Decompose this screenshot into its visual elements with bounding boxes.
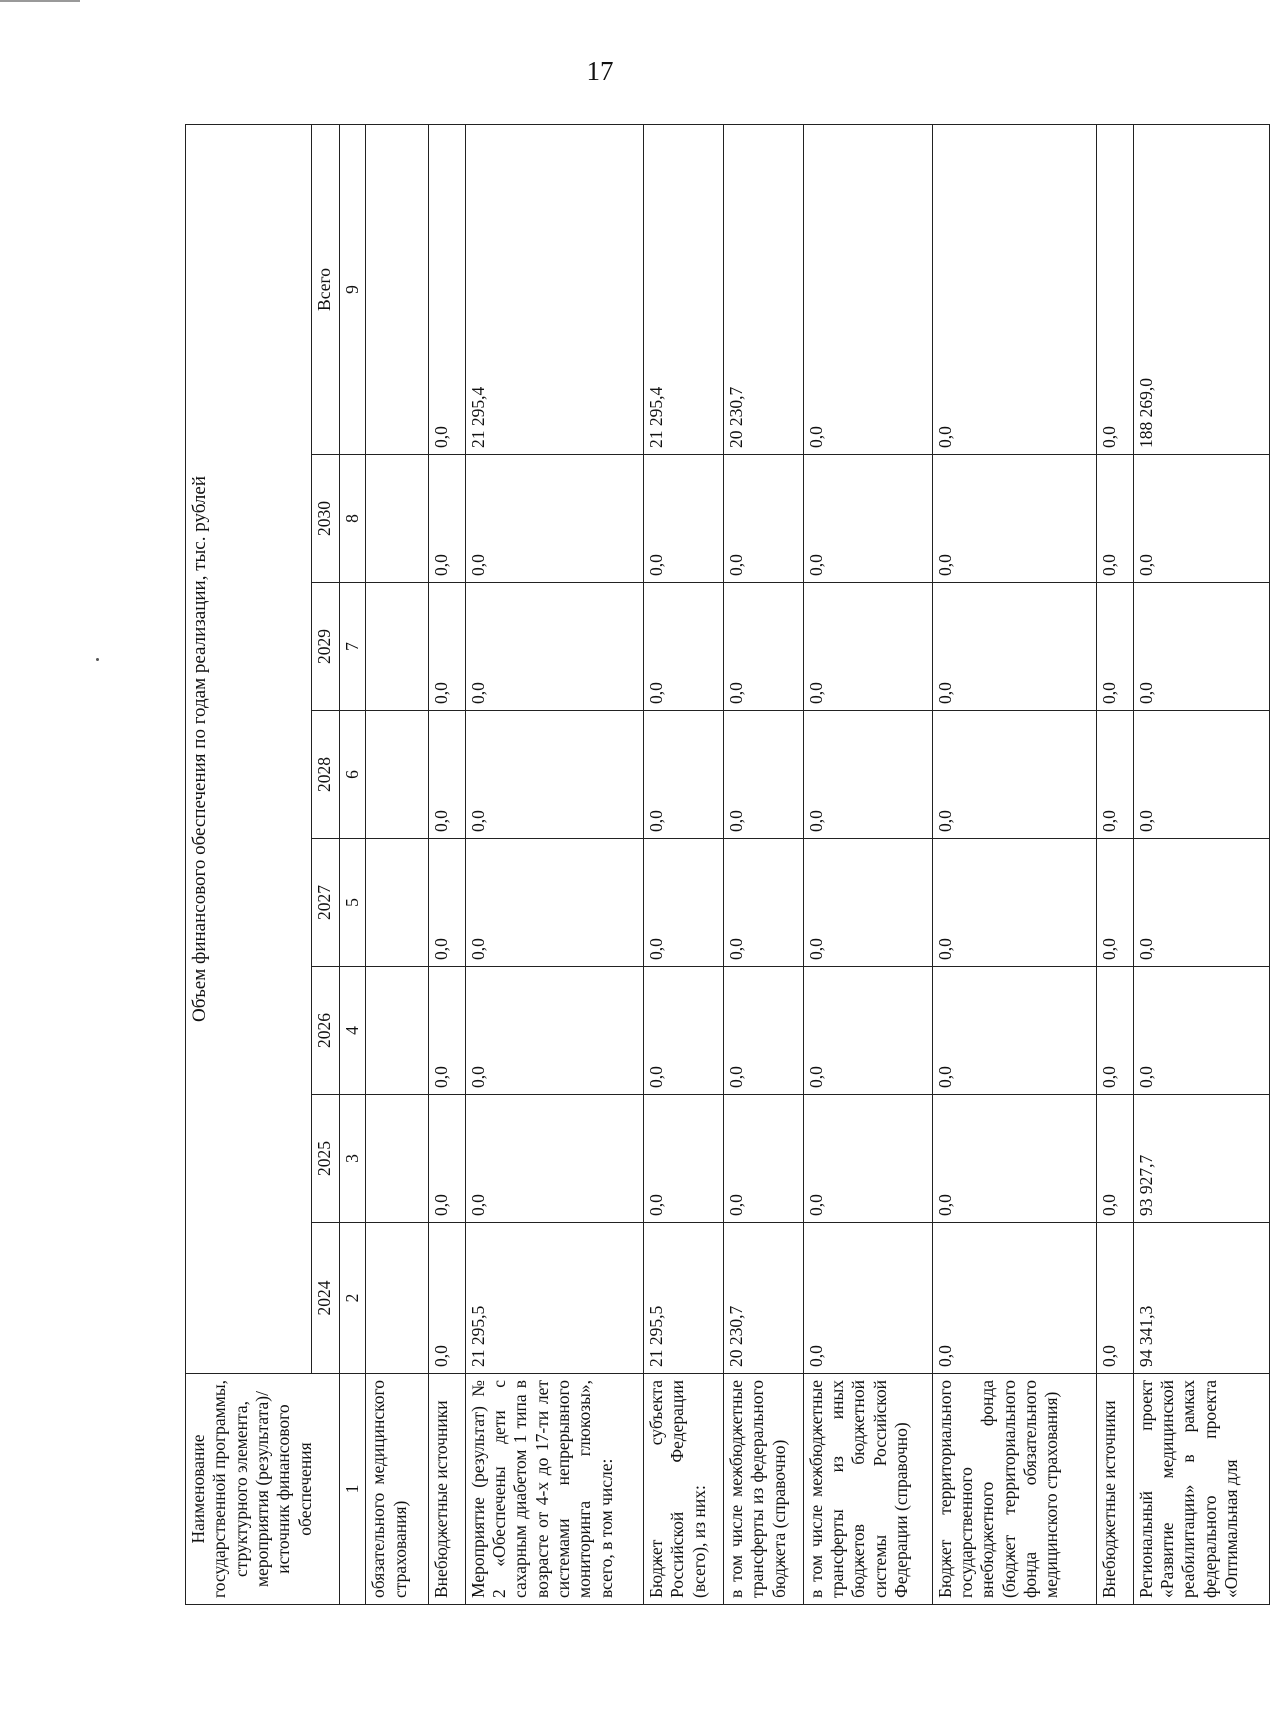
row-value-cell: 0,0 — [1096, 839, 1133, 967]
table-row — [1133, 124, 1269, 1604]
row-value-cell: 0,0 — [644, 455, 724, 583]
row-value-cell: 0,0 — [428, 583, 465, 711]
row-value-cell: 0,0 — [723, 711, 803, 839]
row-value-cell: 0,0 — [803, 839, 932, 967]
row-value-cell: 0,0 — [803, 1223, 932, 1374]
table-row — [803, 124, 932, 1604]
row-value-cell: 0,0 — [1133, 967, 1269, 1095]
year-cell: 2025 — [312, 1095, 340, 1223]
page-number: 17 — [586, 56, 614, 86]
column-numbers-row — [340, 124, 366, 1604]
row-name-cell: Региональный проект «Развитие медицинской реабилитации» в рамках федерального проекта «Оптимальная для — [1133, 1374, 1269, 1605]
row-value-cell: 0,0 — [465, 967, 643, 1095]
table-row — [723, 124, 803, 1604]
row-total-cell: 0,0 — [803, 124, 932, 454]
row-value-cell — [366, 1095, 428, 1223]
row-name-cell: Внебюджетные источники — [428, 1374, 465, 1605]
scan-speck — [96, 658, 99, 661]
row-value-cell: 0,0 — [644, 711, 724, 839]
rotated-table-wrapper — [185, 125, 1270, 1605]
row-value-cell: 21 295,5 — [644, 1223, 724, 1374]
row-value-cell: 0,0 — [723, 967, 803, 1095]
row-value-cell: 0,0 — [428, 455, 465, 583]
row-value-cell: 0,0 — [1133, 455, 1269, 583]
row-value-cell: 93 927,7 — [1133, 1095, 1269, 1223]
row-total-cell: 0,0 — [1096, 124, 1133, 454]
row-value-cell: 0,0 — [723, 839, 803, 967]
row-value-cell: 0,0 — [1096, 1223, 1133, 1374]
column-number-cell: 3 — [340, 1095, 366, 1223]
row-value-cell: 0,0 — [428, 1095, 465, 1223]
row-value-cell: 20 230,7 — [723, 1223, 803, 1374]
row-name-cell: Мероприятие (результат) № 2 «Обеспечены дети с сахарным диабетом 1 типа в возрасте от 4-х до 17-ти лет системами непрерывного мониторинга глюкозы», всего, в том числе: — [465, 1374, 643, 1605]
year-cell: 2029 — [312, 583, 340, 711]
row-name-cell: Бюджет территориального государственного внебюджетного фонда (бюджет территориального фонда обязательного медицинского страхования) — [932, 1374, 1096, 1605]
row-value-cell — [366, 583, 428, 711]
row-value-cell: 0,0 — [932, 711, 1096, 839]
row-value-cell: 0,0 — [932, 1095, 1096, 1223]
row-value-cell: 0,0 — [803, 711, 932, 839]
row-value-cell: 0,0 — [644, 839, 724, 967]
row-value-cell: 0,0 — [1133, 711, 1269, 839]
year-cell: 2028 — [312, 711, 340, 839]
row-value-cell: 0,0 — [1096, 711, 1133, 839]
column-number-cell: 9 — [340, 124, 366, 454]
row-value-cell: 0,0 — [644, 1095, 724, 1223]
row-value-cell: 0,0 — [428, 967, 465, 1095]
row-total-cell: 0,0 — [932, 124, 1096, 454]
row-value-cell: 0,0 — [1096, 583, 1133, 711]
row-value-cell: 0,0 — [723, 583, 803, 711]
row-total-cell: 0,0 — [428, 124, 465, 454]
row-value-cell: 0,0 — [932, 1223, 1096, 1374]
row-value-cell: 0,0 — [932, 839, 1096, 967]
column-number-cell: 7 — [340, 583, 366, 711]
row-value-cell: 0,0 — [644, 967, 724, 1095]
row-name-cell: в том числе межбюджетные трансферты из иных бюджетов бюджетной системы Российской Федерации (справочно) — [803, 1374, 932, 1605]
row-value-cell: 0,0 — [1133, 583, 1269, 711]
table-body — [366, 124, 1270, 1604]
row-value-cell: 0,0 — [932, 583, 1096, 711]
row-value-cell: 0,0 — [1096, 1095, 1133, 1223]
row-name-cell: в том числе межбюджетные трансферты из федерального бюджета (справочно) — [723, 1374, 803, 1605]
row-value-cell: 0,0 — [428, 839, 465, 967]
table-row — [428, 124, 465, 1604]
row-value-cell: 0,0 — [465, 711, 643, 839]
table-row — [932, 124, 1096, 1604]
row-value-cell: 0,0 — [465, 839, 643, 967]
table-row — [644, 124, 724, 1604]
row-value-cell: 0,0 — [465, 1095, 643, 1223]
year-cell: 2024 — [312, 1223, 340, 1374]
row-total-cell: 21 295,4 — [644, 124, 724, 454]
row-value-cell: 0,0 — [803, 455, 932, 583]
row-value-cell: 0,0 — [644, 583, 724, 711]
row-name-cell: обязательного медицинского страхования) — [366, 1374, 428, 1605]
year-cell: 2026 — [312, 967, 340, 1095]
financing-table — [185, 124, 1270, 1605]
row-value-cell — [366, 455, 428, 583]
row-total-cell: 20 230,7 — [723, 124, 803, 454]
row-value-cell: 0,0 — [803, 1095, 932, 1223]
row-value-cell: 0,0 — [465, 583, 643, 711]
row-value-cell — [366, 839, 428, 967]
row-value-cell: 0,0 — [1096, 967, 1133, 1095]
header-name-cell: Наименование государственной программы, структурного элемента, мероприятия (результата)/источник финансового обеспечения — [186, 1374, 340, 1605]
row-value-cell: 0,0 — [932, 967, 1096, 1095]
table-row — [465, 124, 643, 1604]
row-value-cell: 0,0 — [1096, 455, 1133, 583]
row-name-cell: Внебюджетные источники — [1096, 1374, 1133, 1605]
row-value-cell: 0,0 — [1133, 839, 1269, 967]
column-number-cell: 6 — [340, 711, 366, 839]
column-number-cell: 4 — [340, 967, 366, 1095]
row-value-cell — [366, 967, 428, 1095]
row-value-cell: 0,0 — [803, 583, 932, 711]
row-total-cell: 21 295,4 — [465, 124, 643, 454]
column-number-cell: 1 — [340, 1374, 366, 1605]
table-row — [366, 124, 428, 1604]
column-number-cell: 5 — [340, 839, 366, 967]
column-number-cell: 2 — [340, 1223, 366, 1374]
row-value-cell: 0,0 — [428, 1223, 465, 1374]
column-number-cell: 8 — [340, 455, 366, 583]
row-value-cell: 94 341,3 — [1133, 1223, 1269, 1374]
header-span-cell: Объем финансового обеспечения по годам реализации, тыс. рублей — [186, 124, 312, 1373]
table-row — [1096, 124, 1133, 1604]
row-value-cell: 0,0 — [803, 967, 932, 1095]
year-cell: 2027 — [312, 839, 340, 967]
row-value-cell — [366, 711, 428, 839]
row-value-cell: 21 295,5 — [465, 1223, 643, 1374]
row-name-cell: Бюджет субъекта Российской Федерации (всего), из них: — [644, 1374, 724, 1605]
row-value-cell — [366, 1223, 428, 1374]
row-total-cell: 188 269,0 — [1133, 124, 1269, 454]
row-value-cell: 0,0 — [723, 455, 803, 583]
row-value-cell: 0,0 — [932, 455, 1096, 583]
year-cell: 2030 — [312, 455, 340, 583]
scan-edge-line — [0, 0, 80, 2]
row-total-cell — [366, 124, 428, 454]
year-total-cell: Всего — [312, 124, 340, 454]
row-value-cell: 0,0 — [723, 1095, 803, 1223]
row-value-cell: 0,0 — [465, 455, 643, 583]
row-value-cell: 0,0 — [428, 711, 465, 839]
